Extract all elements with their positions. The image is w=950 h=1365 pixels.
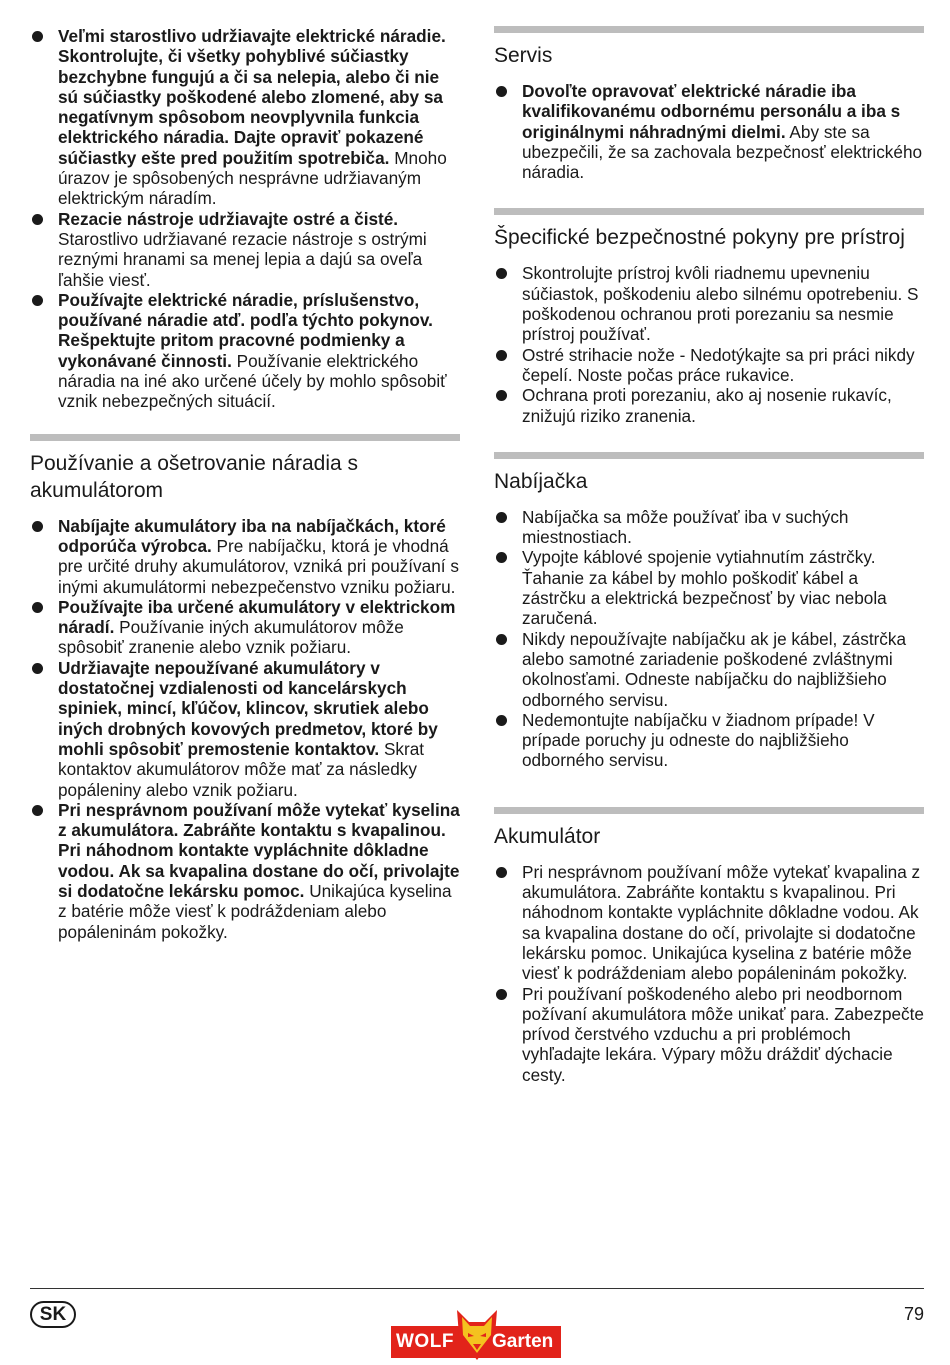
specific-safety-list: [494, 263, 924, 425]
list-item: Vypojte káblové spojenie vytiahnutím zástrčky. Ťahanie za kábel by mohlo poškodiť kábel a zástrčku a elektrická bezpečnosť by viac nebola zaručená.: [494, 547, 924, 628]
list-item: Nedemontujte nabíjačku v žiadnom prípade! V prípade poruchy ju odneste do najbližšieho odborného servisu.: [494, 710, 924, 771]
list-item: Dovoľte opravovať elektrické náradie iba kvalifikovanému odbornému personálu a iba s originálnymi náhradnými dielmi. Aby ste sa ubezpečili, že sa zachovala bezpečnosť elektrického náradia.: [494, 81, 924, 182]
charger-section: [494, 452, 924, 771]
logo-text-garten: Garten: [492, 1331, 554, 1352]
servis-list: [494, 81, 924, 182]
section-divider: [30, 434, 460, 441]
logo-text-wolf: WOLF: [396, 1331, 454, 1352]
section-divider: [494, 452, 924, 459]
list-item: Používajte iba určené akumulátory v elektrickom náradí. Používanie iných akumulátorov môže spôsobiť zranenie alebo vznik požiaru.: [30, 597, 460, 658]
list-item: Nikdy nepoužívajte nabíjačku ak je kábel, zástrčka alebo samotné zariadenie poškodené zvláštnymi okolnosťami. Odneste nabíjačku do najbližšieho odborného servisu.: [494, 629, 924, 710]
section-title: Nabíjačka: [494, 469, 588, 493]
list-item: Pri nesprávnom používaní môže vytekať kvapalina z akumulátora. Zabráňte kontaktu s kvapalinou. Pri náhodnom kontakte vypláchnite dôkladne vodou. Ak sa kvapalina dostane do očí, privolajte si dodatočne lekársku pomoc. Unikajúca kyselina z batérie môže viesť k podráždeniam alebo popáleninám pokožky.: [494, 862, 924, 984]
list-item: Pri nesprávnom používaní môže vytekať kyselina z akumulátora. Zabráňte kontaktu s kvapalinou. Pri náhodnom kontakte vypláchnite dôkladne vodou. Ak sa kvapalina dostane do očí, privolajte si dodatočne lekársku pomoc. Unikajúca kyselina z batérie môže viesť k podráždeniam alebo popáleninám pokožky.: [30, 800, 460, 942]
list-item: Ostré strihacie nože - Nedotýkajte sa pri práci nikdy čepelí. Noste počas práce rukavice.: [494, 345, 924, 386]
list-item: Skontrolujte prístroj kvôli riadnemu upevneniu súčiastok, poškodeniu alebo silnému opotrebeniu. S poškodenou ochranou proti porezaniu sa nesmie prístroj používať.: [494, 263, 924, 344]
footer-divider: [30, 1288, 924, 1289]
battery-list: [30, 516, 460, 942]
list-item: Rezacie nástroje udržiavajte ostré a čisté. Starostlivo udržiavané rezacie nástroje s ostrými reznými hranami sa menej lepia a dajú sa oveľa ľahšie viesť.: [30, 209, 460, 290]
list-item: Udržiavajte nepoužívané akumulátory v dostatočnej vzdialenosti od kancelárskych spiniek, mincí, kľúčov, klincov, skrutiek alebo iných drobných kovových predmetov, ktoré by mohli spôsobiť premostenie kontaktov. Skrat kontaktov akumulátorov môže mať za následky popáleniny alebo vznik požiaru.: [30, 658, 460, 800]
section-title: Používanie a ošetrovanie náradia s akumulátorom: [30, 451, 359, 502]
list-item: Veľmi starostlivo udržiavajte elektrické náradie. Skontrolujte, či všetky pohyblivé súčiastky bezchybne fungujú a či sa nelepia, alebo či nie sú súčiastky poškodené alebo zlomené, aby sa negatívnym spôsobom neovplyvnila funkcia elektrického náradia. Dajte opraviť pokazené súčiastky ešte pred použitím spotrebiča. Mnoho úrazov je spôsobených nesprávne udržiavaným elektrickým náradím.: [30, 26, 460, 209]
section-divider: [494, 807, 924, 814]
list-item: Používajte elektrické náradie, príslušenstvo, používané náradie atď. podľa týchto pokynov. Rešpektujte pritom pracovné podmienky a vykonávané činnosti. Používanie elektrického náradia na iné ako určené účely by mohlo spôsobiť vznik nebezpečných situácií.: [30, 290, 460, 412]
page-number: 79: [903, 1304, 924, 1324]
section-title: Akumulátor: [494, 824, 601, 848]
accumulator-section: [494, 807, 924, 1085]
section-title: Špecifické bezpečnostné pokyny pre prístroj: [494, 226, 905, 250]
language-badge: SK: [30, 1301, 76, 1328]
intro-list: [30, 26, 460, 412]
section-divider: [494, 208, 924, 215]
right-column: [494, 26, 924, 1085]
section-title: Servis: [494, 44, 553, 67]
section-divider: [494, 26, 924, 33]
list-item: Pri používaní poškodeného alebo pri neodbornom požívaní akumulátora môže unikať para. Zabezpečte prívod čerstvého vzduchu a pri problémoch vyhľadajte lekára. Výpary môžu dráždiť dýchacie cesty.: [494, 984, 924, 1085]
charger-list: [494, 507, 924, 771]
accumulator-list: [494, 862, 924, 1085]
list-item: Ochrana proti porezaniu, ako aj nosenie rukavíc, znižujú riziko zranenia.: [494, 385, 924, 426]
specific-safety-section: [494, 208, 924, 425]
servis-section: [494, 26, 924, 182]
list-item: Nabíjajte akumulátory iba na nabíjačkách, ktoré odporúča výrobca. Pre nabíjačku, ktorá je vhodná pre určité druhy akumulátorov, vzniká pri používaní s inými akumulátormi nebezpečenstvo vzniku požiaru.: [30, 516, 460, 597]
left-column: [30, 26, 460, 942]
wolf-garten-logo: [391, 1306, 561, 1361]
list-item: Nabíjačka sa môže používať iba v suchých miestnostiach.: [494, 507, 924, 548]
battery-section: [30, 434, 460, 942]
